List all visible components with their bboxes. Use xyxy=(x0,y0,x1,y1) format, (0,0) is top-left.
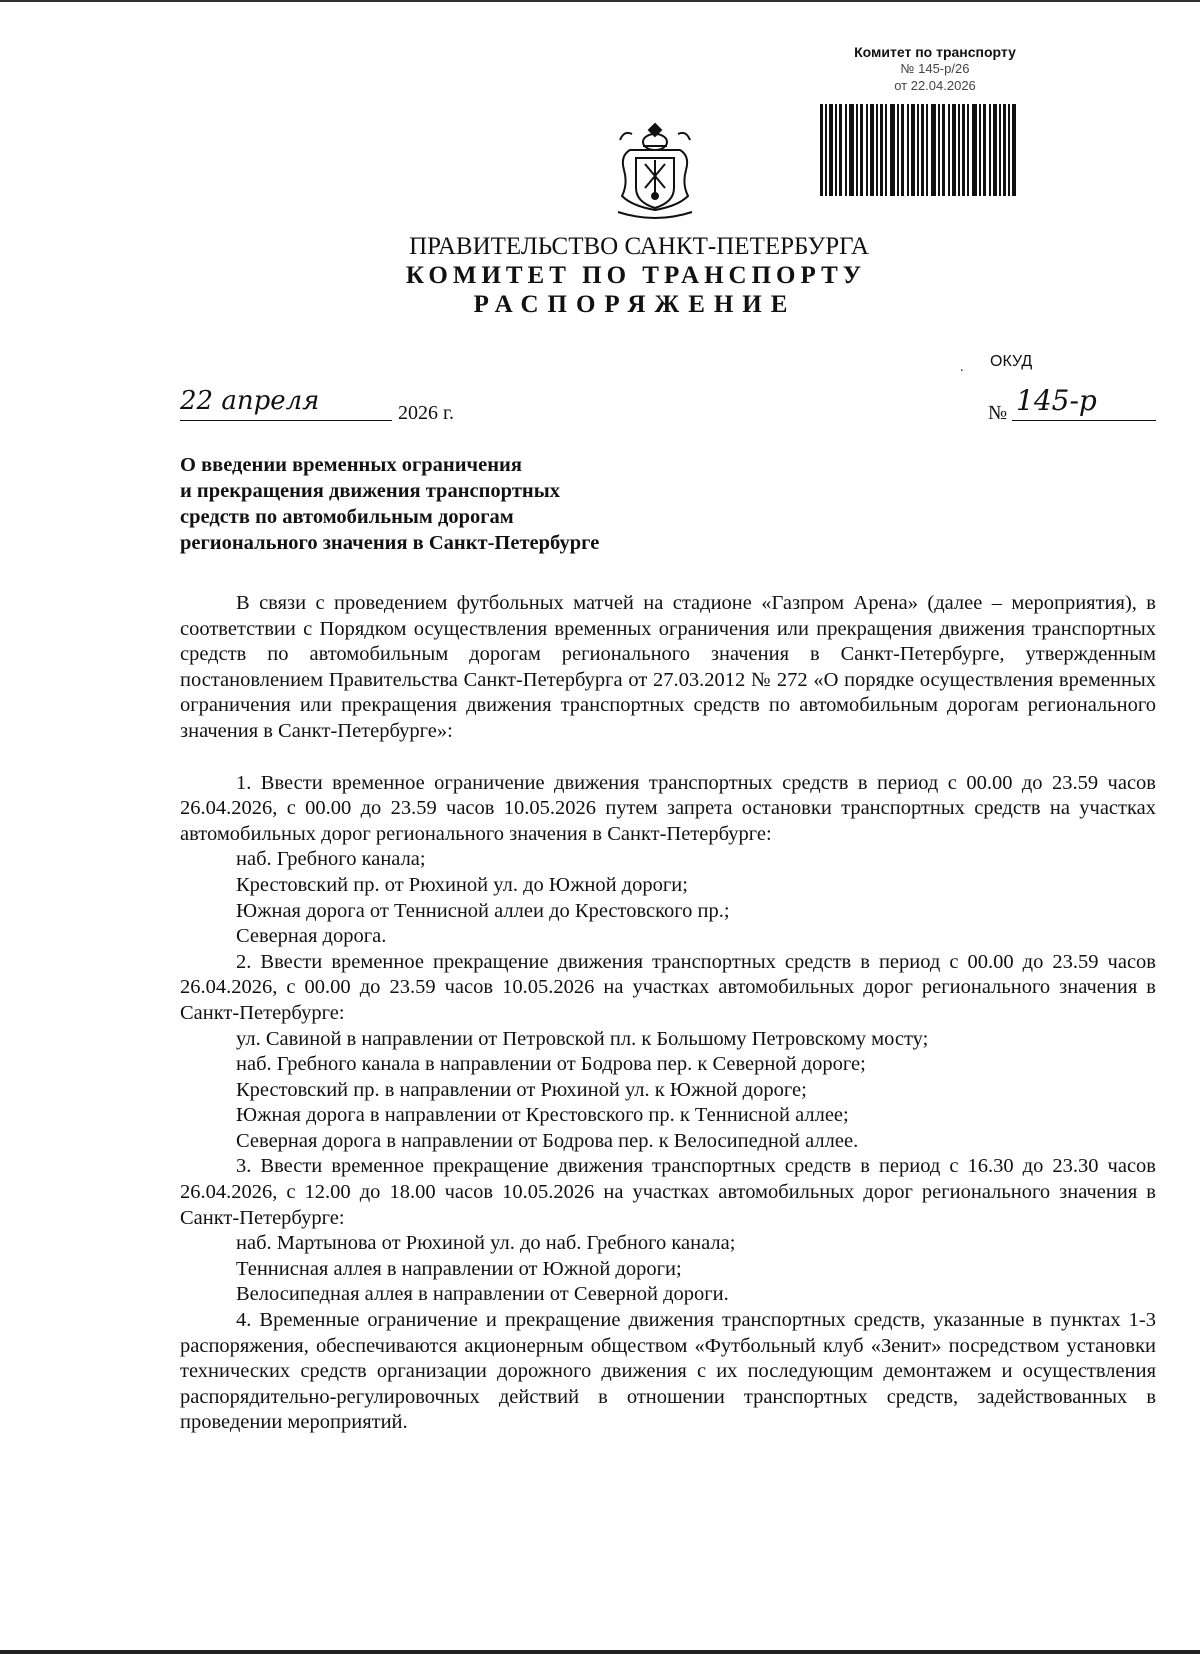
title-line: регионального значения в Санкт-Петербурге xyxy=(180,532,600,554)
stamp-date: от 22.04.2026 xyxy=(894,78,976,93)
stamp-organization: Комитет по транспорту xyxy=(854,44,1016,60)
scan-top-edge xyxy=(0,0,1200,2)
clause-1-item: Северная дорога. xyxy=(236,925,387,948)
document-type: РАСПОРЯЖЕНИЕ xyxy=(473,291,797,318)
title-line: средств по автомобильным дорогам xyxy=(180,506,514,528)
preamble-paragraph: В связи с проведением футбольных матчей на стадионе «Газпром Арена» (далее – мероприятия), в соответствии с Порядком осуществления временных ограничения или прекращения движения транспортных средств по автомобильным дорогам регионального значения в Санкт-Петербурге, утвержденным постановлением Правительства Санкт-Петербурга от 27.03.2012 № 272 «О порядке осуществления временных ограничения или прекращения движения транспортных средств по автомобильным дорогам регионального значения в Санкт-Петербурге»: xyxy=(180,592,1156,742)
scan-bottom-edge xyxy=(0,1650,1200,1654)
document-title xyxy=(180,452,740,556)
date-year: 2026 г. xyxy=(398,402,454,424)
clause-3-item: наб. Мартынова от Рюхиной ул. до наб. Гребного канала; xyxy=(236,1232,736,1255)
handwritten-date: 22 апреля xyxy=(180,386,392,421)
registration-stamp xyxy=(820,44,1050,94)
clause-1-item: наб. Гребного канала; xyxy=(236,848,426,871)
document-body xyxy=(180,591,1156,1436)
clause-3: 3. Ввести временное прекращение движения транспортных средств в период с 16.30 до 23.30 часов 26.04.2026, с 12.00 до 18.00 часов 10.05.2026 на участках автомобильных дорог регионального значения в Санкт-Петербурге: xyxy=(180,1155,1156,1229)
clause-2: 2. Ввести временное прекращение движения транспортных средств в период с 00.00 до 23.59 часов 26.04.2026, с 00.00 до 23.59 часов 10.05.2026 на участках автомобильных дорог регионального значения в Санкт-Петербурге: xyxy=(180,950,1156,1024)
clause-4: 4. Временные ограничение и прекращение движения транспортных средств, указанные в пунктах 1-3 распоряжения, обеспечиваются акционерным обществом «Футбольный клуб «Зенит» посредством установки технических средств организации дорожного движения с их последующим демонтажем и осуществления распорядительно-регулировочных действий в отношении транспортных средств, задействованных в проведении мероприятий. xyxy=(180,1309,1156,1434)
stamp-number: № 145-р/26 xyxy=(900,61,970,76)
government-name: ПРАВИТЕЛЬСТВО САНКТ-ПЕТЕРБУРГА xyxy=(409,233,869,260)
clause-1-item: Южная дорога от Теннисной аллеи до Крестовского пр.; xyxy=(236,899,730,922)
clause-2-item: Крестовский пр. в направлении от Рюхиной ул. к Южной дороге; xyxy=(236,1078,807,1101)
okud-mark: . xyxy=(960,360,964,375)
clause-3-item: Велосипедная аллея в направлении от Северной дороги. xyxy=(236,1283,729,1306)
okud-label: ОКУД xyxy=(990,353,1033,370)
clause-2-item: Северная дорога в направлении от Бодрова пер. к Велосипедной аллее. xyxy=(236,1129,859,1152)
clause-1-item: Крестовский пр. от Рюхиной ул. до Южной дороги; xyxy=(236,873,688,896)
committee-name: КОМИТЕТ ПО ТРАНСПОРТУ xyxy=(405,262,867,289)
number-label: № xyxy=(988,402,1008,424)
document-header xyxy=(0,232,1200,319)
handwritten-number: 145-р xyxy=(1012,386,1156,421)
barcode xyxy=(820,104,1016,196)
title-line: О введении временных ограничения xyxy=(180,454,522,476)
clause-3-item: Теннисная аллея в направлении от Южной дороги; xyxy=(236,1257,682,1280)
spb-coat-of-arms-icon xyxy=(612,120,698,220)
clause-2-item: ул. Савиной в направлении от Петровской пл. к Большому Петровскому мосту; xyxy=(236,1027,929,1050)
clause-2-item: наб. Гребного канала в направлении от Бодрова пер. к Северной дороге; xyxy=(236,1053,866,1076)
title-line: и прекращения движения транспортных xyxy=(180,480,560,502)
clause-1: 1. Ввести временное ограничение движения транспортных средств в период с 00.00 до 23.59 часов 26.04.2026, с 00.00 до 23.59 часов 10.05.2026 путем запрета остановки транспортных средств на участках автомобильных дорог регионального значения в Санкт-Петербурге: xyxy=(180,771,1156,845)
clause-2-item: Южная дорога в направлении от Крестовского пр. к Теннисной аллее; xyxy=(236,1104,849,1127)
